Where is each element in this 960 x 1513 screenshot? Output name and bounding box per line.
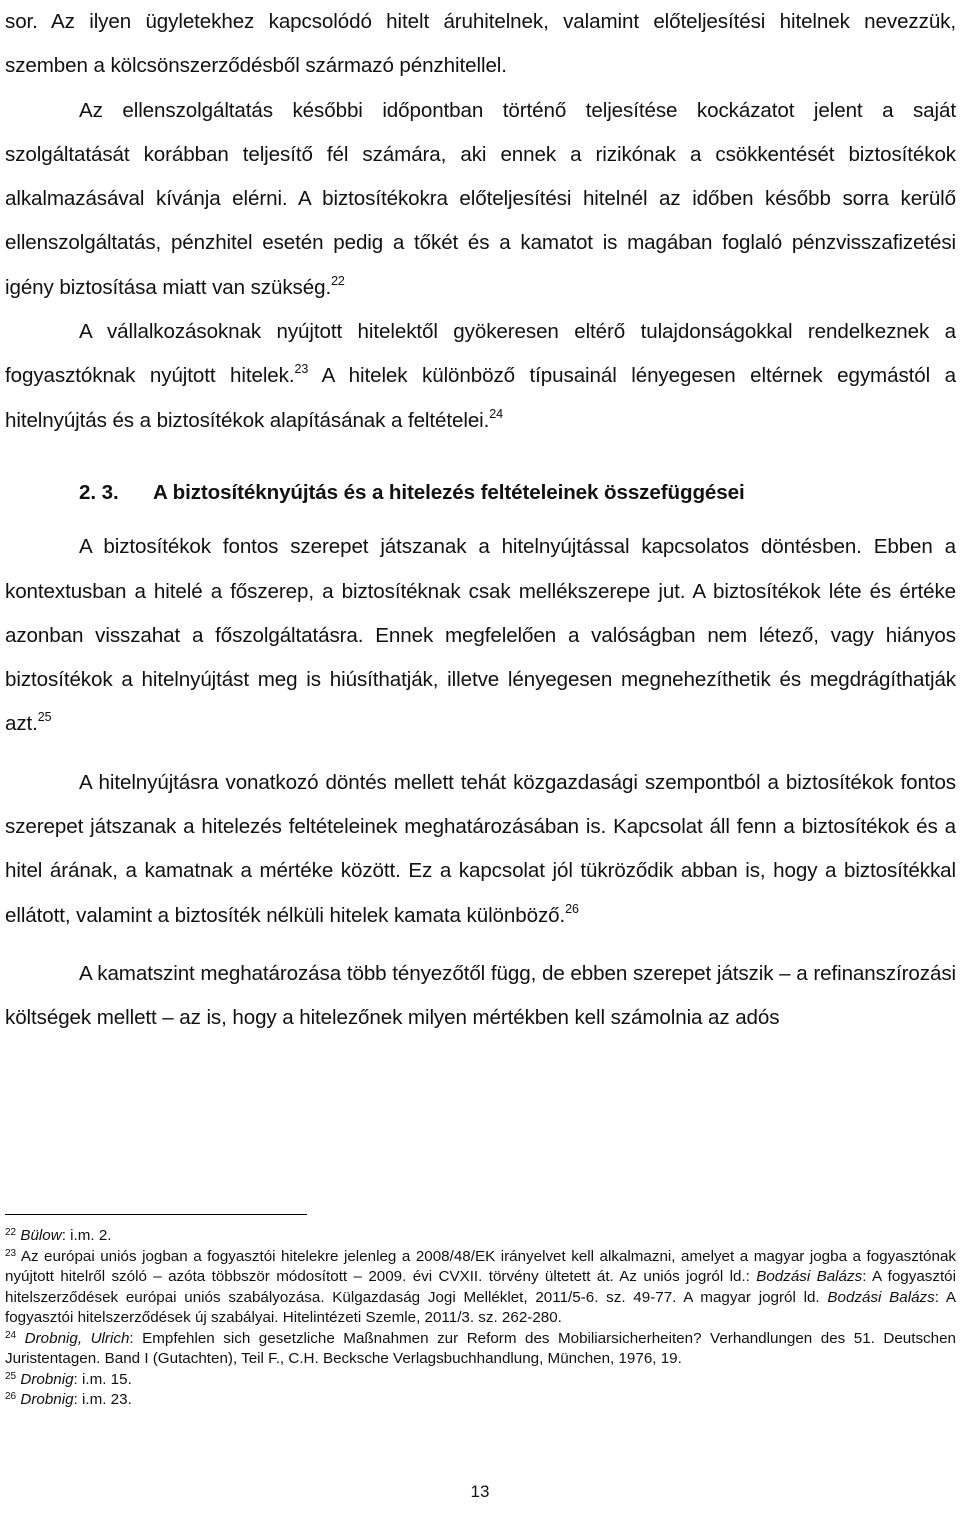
footnote-ref-23[interactable]: 23 — [294, 362, 309, 377]
footnote-ref-25[interactable]: 25 — [37, 710, 52, 725]
footnote-24: $^{24}$ Drobnig, Ulrich: Empfehlen sich gesetzliche Maßnahmen zur Reform des Mobiliarsicherheiten? Verhandlungen des 51. Deutschen Juristentagen. Band I (Gutachten), Teil F., C.H. Becksche Verlagsbuchhandlung, München, 1976, 19. — [5, 1329, 956, 1367]
paragraph-2: Az ellenszolgáltatás későbbi időpontban történő teljesítése kockázatot jelent a saját szolgáltatását korábban teljesítő fél számára, aki ennek a rizikónak a csökkentését biztosítékok alkalmazásával kívánja elérni. A biztosítékokra előteljesítési hitelnél az időben később sorra kerülő ellenszolgáltatás, pénzhitel esetén pedig a tőkét és a kamatot is magában foglaló pénzvisszafizetési igény biztosítása miatt van szükség.$^{22}$ — [5, 98, 956, 299]
footnote-ref-26[interactable]: 26 — [565, 901, 579, 916]
footnote-22: $^{22}$ Bülow: i.m. 2. — [5, 1227, 112, 1244]
section-number: 2. 3. — [79, 480, 119, 504]
footnote-23: $^{23}$ Az európai uniós jogban a fogyasztói hitelekre jelenleg a 2008/48/EK irányelvet kell alkalmazni, amelyet a magyar jogba a fogyasztónak nyújtott hitelről szóló – azóta többször módosított – 2009. évi CVXII. törvény ültetett át. Az uniós jogról ld.: Bodzási Balázs: A fogyasztói hitelszerződések európai uniós szabályozása. Külgazdaság Jogi Melléklet, 2011/5-6. sz. 49-77. A magyar jogról ld. Bodzási Balázs: A fogyasztói hitelszerződések új szabályai. Hitelintézeti Szemle, 2011/3. sz. 262-280. — [5, 1247, 956, 1326]
page-number: 13 — [470, 1482, 490, 1501]
section-title: A biztosítéknyújtás és a hitelezés feltételeinek összefüggései — [153, 480, 745, 504]
footnote-26: $^{26}$ Drobnig: i.m. 23. — [5, 1391, 132, 1408]
footnote-ref-24[interactable]: 24 — [489, 406, 503, 421]
section-heading — [5, 471, 956, 515]
footnote-ref-22[interactable]: 22 — [331, 273, 345, 288]
paragraph-3: A vállalkozásoknak nyújtott hitelektől gyökeresen eltérő tulajdonságokkal rendelkeznek a fogyasztóknak nyújtott hitelek.$^{23}$ A hitelek különböző típusainál lényegesen eltérnek egymástól a hitelnyújtás és a biztosítékok alapításának a feltételei.$^{24}$ — [5, 320, 956, 432]
paragraph-4: A biztosítékok fontos szerepet játszanak a hitelnyújtással kapcsolatos döntésben. Ebben a kontextusban a hitelé a főszerep, a biztosítéknak csak mellékszerepe jut. A biztosítékok léte és értéke azonban visszahat a főszolgáltatásra. Ennek megfelelően a valóságban nem létező, vagy hiányos biztosítékok a hitelnyújtást meg is hiúsíthatják, illetve lényegesen megnehezíthetik és megdrágíthatják azt.$^{25}$ — [5, 535, 956, 736]
paragraph-5: A hitelnyújtásra vonatkozó döntés mellett tehát közgazdasági szempontból a biztosítékok fontos szerepet játszanak a hitelezés feltételeinek meghatározásában is. Kapcsolat áll fenn a biztosítékok és a hitel árának, a kamatnak a mértéke között. Ez a kapcsolat jól tükröződik abban is, hogy a biztosítékkal ellátott, valamint a biztosíték nélküli hitelek kamata különböző.$^{26}$ — [5, 770, 956, 927]
footnote-separator — [5, 1214, 307, 1215]
footnotes — [5, 1226, 956, 1411]
body-text — [5, 0, 956, 1041]
paragraph-6: A kamatszint meghatározása több tényezőtől függ, de ebben szerepet játszik – a refinanszírozási költségek mellett – az is, hogy a hitelezőnek milyen mértékben kell számolnia az adós — [5, 961, 956, 1030]
footnote-25: $^{25}$ Drobnig: i.m. 15. — [5, 1370, 132, 1388]
paragraph-1: sor. Az ilyen ügyletekhez kapcsolódó hitelt áruhitelnek, valamint előteljesítési hitelnek nevezzük, szemben a kölcsönszerződésből származó pénzhitellel. — [5, 10, 956, 78]
